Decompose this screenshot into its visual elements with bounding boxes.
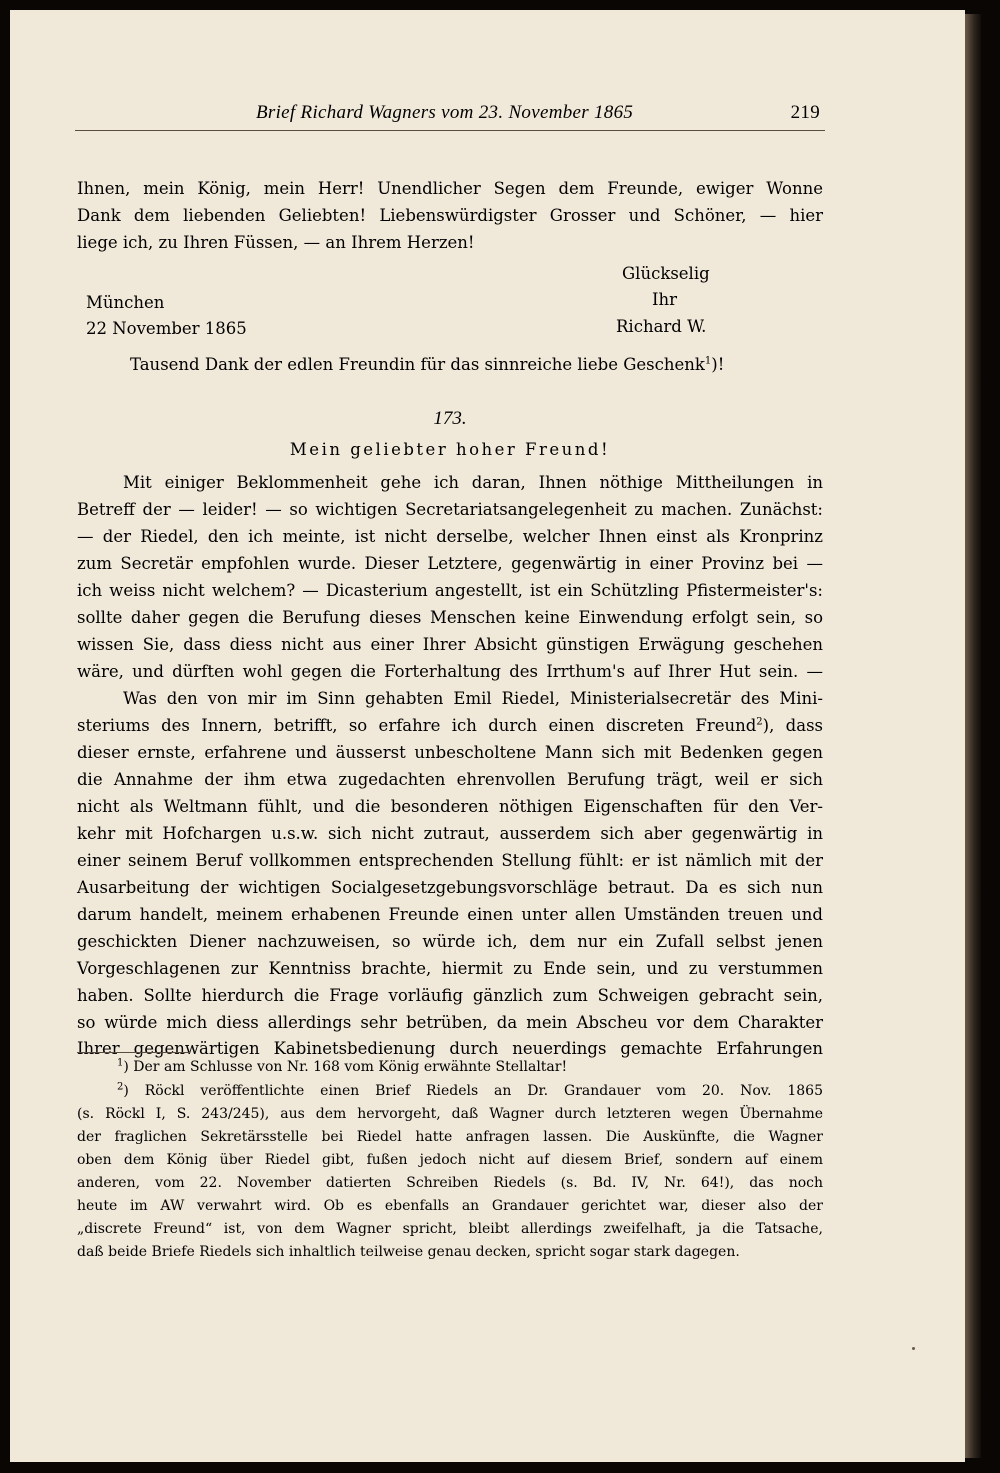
text-line: Betreff der — leider! — so wichtigen Secretariatsangelegenheit zu machen. Zunächst: [77, 500, 823, 519]
footnote-line: oben dem König über Riedel gibt, fußen jedoch nicht auf diesem Brief, sondern auf einem [77, 1152, 823, 1168]
footnote-rule [77, 1052, 190, 1053]
closing-line: Ihr [652, 290, 678, 309]
text-line: zum Secretär empfohlen wurde. Dieser Letztere, gegenwärtig in einer Provinz bei — [77, 554, 823, 573]
text-line: geschickten Diener nachzuweisen, so würde ich, dem nur ein Zufall selbst jenen [77, 932, 823, 951]
running-header [75, 102, 825, 131]
text-line: Vorgeschlagenen zur Kenntniss brachte, hiermit zu Ende sein, und zu verstummen [77, 959, 823, 978]
footnote-2: $^2$) Röckl veröffentlichte einen Brief Riedels an Dr. Grandauer vom 20. Nov. 1865 [117, 1081, 823, 1099]
footnote-line: der fraglichen Sekretärsstelle bei Riedel hatte anfragen lassen. Die Auskünfte, die Wagner [77, 1129, 823, 1145]
footnote-line: (s. Röckl I, S. 243/245), aus dem hervorgeht, daß Wagner durch letzteren wegen Übernahme [77, 1106, 823, 1122]
text-line: so würde mich diess allerdings sehr betrüben, da mein Abscheu vor dem Charakter [77, 1013, 823, 1032]
text-line: Ihnen, mein König, mein Herr! Unendlicher Segen dem Freunde, ewiger Wonne [77, 179, 823, 198]
footnote-line: anderen, vom 22. November datierten Schreiben Riedels (s. Bd. IV, Nr. 64!), das noch [77, 1175, 823, 1191]
postscript: Tausend Dank der edlen Freundin für das sinnreiche liebe Geschenk$^1$)! [130, 355, 725, 374]
page-number: 219 [790, 102, 820, 123]
text-line: Was den von mir im Sinn gehabten Emil Riedel, Ministerialsecretär des Mini- [123, 689, 823, 708]
text-line: die Annahme der ihm etwa zugedachten ehrenvollen Berufung trägt, weil er sich [77, 770, 823, 789]
text-line: haben. Sollte hierdurch die Frage vorläufig gänzlich zum Schweigen gebracht sein, [77, 986, 823, 1005]
text-line: Ausarbeitung der wichtigen Socialgesetzgebungsvorschläge betraut. Da es sich nun [77, 878, 823, 897]
text-line: darum handelt, meinem erhabenen Freunde einen unter allen Umständen treuen und [77, 905, 823, 924]
footnote-line: daß beide Briefe Riedels sich inhaltlich teilweise genau decken, spricht sogar stark dagegen. [77, 1244, 740, 1260]
text-line: Mit einiger Beklommenheit gehe ich daran, Ihnen nöthige Mittheilungen in [123, 473, 823, 492]
text-line: liege ich, zu Ihren Füssen, — an Ihrem Herzen! [77, 233, 475, 252]
text-line: sollte daher gegen die Berufung dieses Menschen keine Einwendung erfolgt sein, so [77, 608, 823, 627]
text-line: nicht als Weltmann fühlt, und die besonderen nöthigen Eigenschaften für den Ver- [77, 797, 823, 816]
closing-line: Glückselig [622, 264, 710, 283]
text-line: — der Riedel, den ich meinte, ist nicht derselbe, welcher Ihnen einst als Kronprinz [77, 527, 823, 546]
text-line: kehr mit Hofchargen u.s.w. sich nicht zutraut, ausserdem sich aber gegenwärtig in [77, 824, 823, 843]
paper-speck [912, 1347, 915, 1350]
text-line: Dank dem liebenden Geliebten! Liebenswürdigster Grosser und Schöner, — hier [77, 206, 823, 225]
header-title: Brief Richard Wagners vom 23. November 1865 [256, 102, 634, 123]
page-edge-shadow [965, 14, 981, 1458]
letter-date: 22 November 1865 [86, 319, 247, 338]
salutation: Mein geliebter hoher Freund! [289, 440, 611, 459]
footnote-line: heute im AW verwahrt wird. Ob es ebenfalls an Grandauer gerichtet war, dieser also der [77, 1198, 823, 1214]
text-line: wäre, und dürften wohl gegen die Forterhaltung des Irrthum's auf Ihrer Hut sein. — [77, 662, 823, 681]
letter-number: 173. [433, 408, 467, 429]
text-line: Ihrer gegenwärtigen Kabinetsbedienung durch neuerdings gemachte Erfahrungen [77, 1039, 823, 1058]
text-line: einer seinem Beruf vollkommen entsprechenden Stellung fühlt: er ist nämlich mit der [77, 851, 823, 870]
text-line: dieser ernste, erfahrene und äusserst unbescholtene Mann sich mit Bedenken gegen [77, 743, 823, 762]
footnote-line: „discrete Freund“ ist, von dem Wagner spricht, bleibt allerdings zweifelhaft, ja die Tatsache, [77, 1221, 823, 1237]
letter-place: München [86, 293, 165, 312]
footnote-1: $^1$) Der am Schlusse von Nr. 168 vom König erwähnte Stellaltar! [117, 1057, 568, 1075]
text-line: wissen Sie, dass diess nicht aus einer Ihrer Absicht günstigen Erwägung geschehen [77, 635, 823, 654]
signature: Richard W. [616, 317, 707, 336]
text-line: steriums des Innern, betrifft, so erfahre ich durch einen discreten Freund$^2$), dass [77, 716, 824, 735]
text-line: ich weiss nicht welchem? — Dicasterium angestellt, ist ein Schützling Pfistermeister's: [77, 581, 823, 600]
